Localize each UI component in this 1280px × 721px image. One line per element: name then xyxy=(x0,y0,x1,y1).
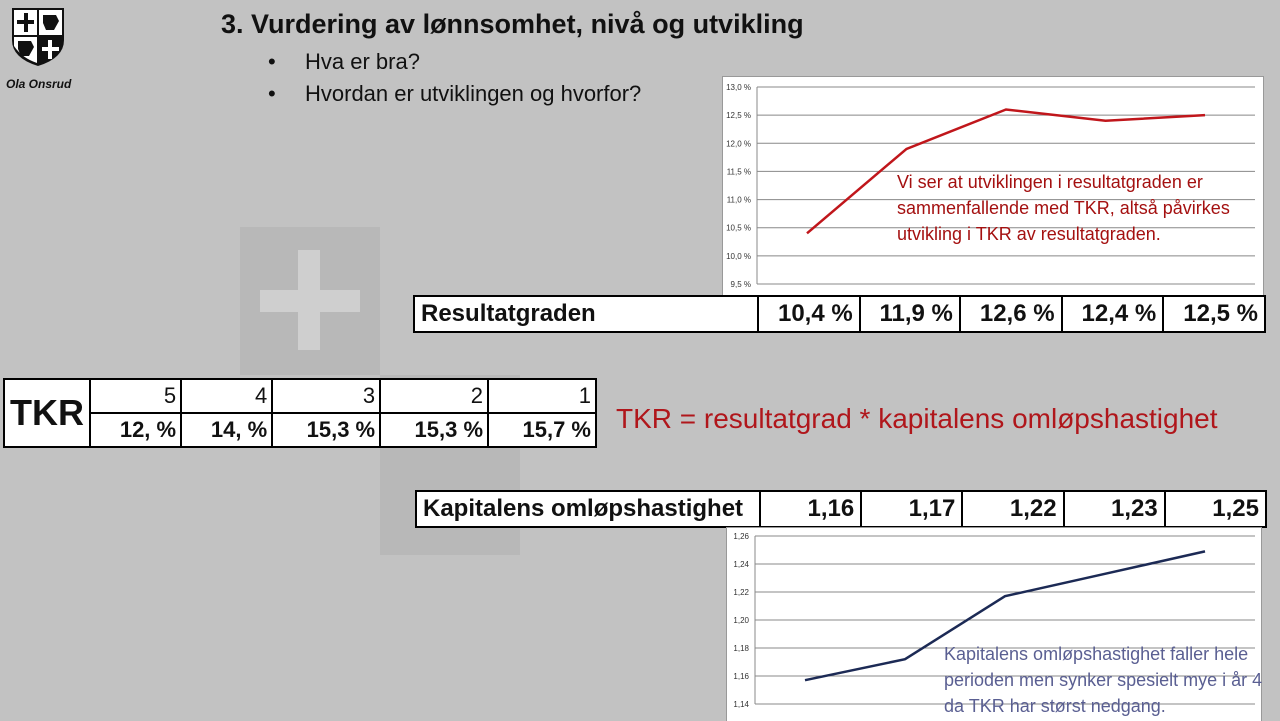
bullet-text: Hvordan er utviklingen og hvorfor? xyxy=(305,81,641,106)
table-cell: 11,9 % xyxy=(860,296,960,332)
resultatgraden-label: Resultatgraden xyxy=(414,296,758,332)
table-cell: 15,3 % xyxy=(380,413,488,447)
table-cell: 14, % xyxy=(181,413,272,447)
resultatgrad-note: Vi ser at utviklingen i resultatgraden er sammenfallende med TKR, altså påvirkes utvikling i TKR av resultatgraden. xyxy=(897,169,1257,247)
table-cell: 1 xyxy=(488,379,596,413)
y-tick-label: 9,5 % xyxy=(731,280,751,289)
kapital-table xyxy=(415,490,1267,528)
table-cell: 12,4 % xyxy=(1062,296,1164,332)
y-tick-label: 1,26 xyxy=(733,532,749,541)
bullet-text: Hva er bra? xyxy=(305,49,420,74)
watermark-cross-horizontal xyxy=(260,290,360,312)
y-tick-label: 1,24 xyxy=(733,560,749,569)
y-tick-label: 1,16 xyxy=(733,672,749,681)
table-row xyxy=(4,379,596,413)
table-cell: 12, % xyxy=(90,413,181,447)
table-cell: 12,5 % xyxy=(1163,296,1265,332)
table-row xyxy=(414,296,1265,332)
table-row xyxy=(416,491,1266,527)
kapital-note: Kapitalens omløpshastighet faller hele perioden men synker spesielt mye i år 4 da TKR har størst nedgang. xyxy=(944,641,1274,719)
y-tick-label: 1,20 xyxy=(733,616,749,625)
bullet-item: • Hva er bra? xyxy=(268,46,641,78)
table-cell: 10,4 % xyxy=(758,296,860,332)
tkr-label: TKR xyxy=(4,379,90,447)
kapital-label: Kapitalens omløpshastighet xyxy=(416,491,760,527)
slide-title: 3. Vurdering av lønnsomhet, nivå og utvikling xyxy=(221,9,804,40)
table-cell: 1,16 xyxy=(760,491,861,527)
resultatgraden-table xyxy=(413,295,1266,333)
table-cell: 1,17 xyxy=(861,491,962,527)
table-cell: 4 xyxy=(181,379,272,413)
coat-of-arms-logo xyxy=(10,6,66,68)
tkr-table xyxy=(3,378,597,448)
table-cell: 12,6 % xyxy=(960,296,1062,332)
tkr-formula: TKR = resultatgrad * kapitalens omløpshastighet xyxy=(616,403,1218,435)
bullet-item: • Hvordan er utviklingen og hvorfor? xyxy=(268,78,641,110)
table-cell: 15,7 % xyxy=(488,413,596,447)
table-cell: 5 xyxy=(90,379,181,413)
table-cell: 1,22 xyxy=(962,491,1063,527)
y-tick-label: 1,14 xyxy=(733,700,749,709)
bullet-list xyxy=(268,46,641,110)
y-tick-label: 11,5 % xyxy=(727,167,751,176)
y-tick-label: 12,5 % xyxy=(726,111,751,120)
y-tick-label: 13,0 % xyxy=(726,83,751,92)
y-tick-label: 1,18 xyxy=(733,644,749,653)
author-name: Ola Onsrud xyxy=(6,77,71,91)
y-tick-label: 11,0 % xyxy=(727,196,751,205)
table-cell: 15,3 % xyxy=(272,413,380,447)
y-tick-label: 10,5 % xyxy=(726,224,751,233)
table-cell: 1,23 xyxy=(1064,491,1165,527)
table-cell: 2 xyxy=(380,379,488,413)
table-cell: 3 xyxy=(272,379,380,413)
table-row xyxy=(4,413,596,447)
y-tick-label: 1,22 xyxy=(733,588,749,597)
table-cell: 1,25 xyxy=(1165,491,1266,527)
y-tick-label: 12,0 % xyxy=(726,139,751,148)
y-tick-label: 10,0 % xyxy=(726,252,751,261)
